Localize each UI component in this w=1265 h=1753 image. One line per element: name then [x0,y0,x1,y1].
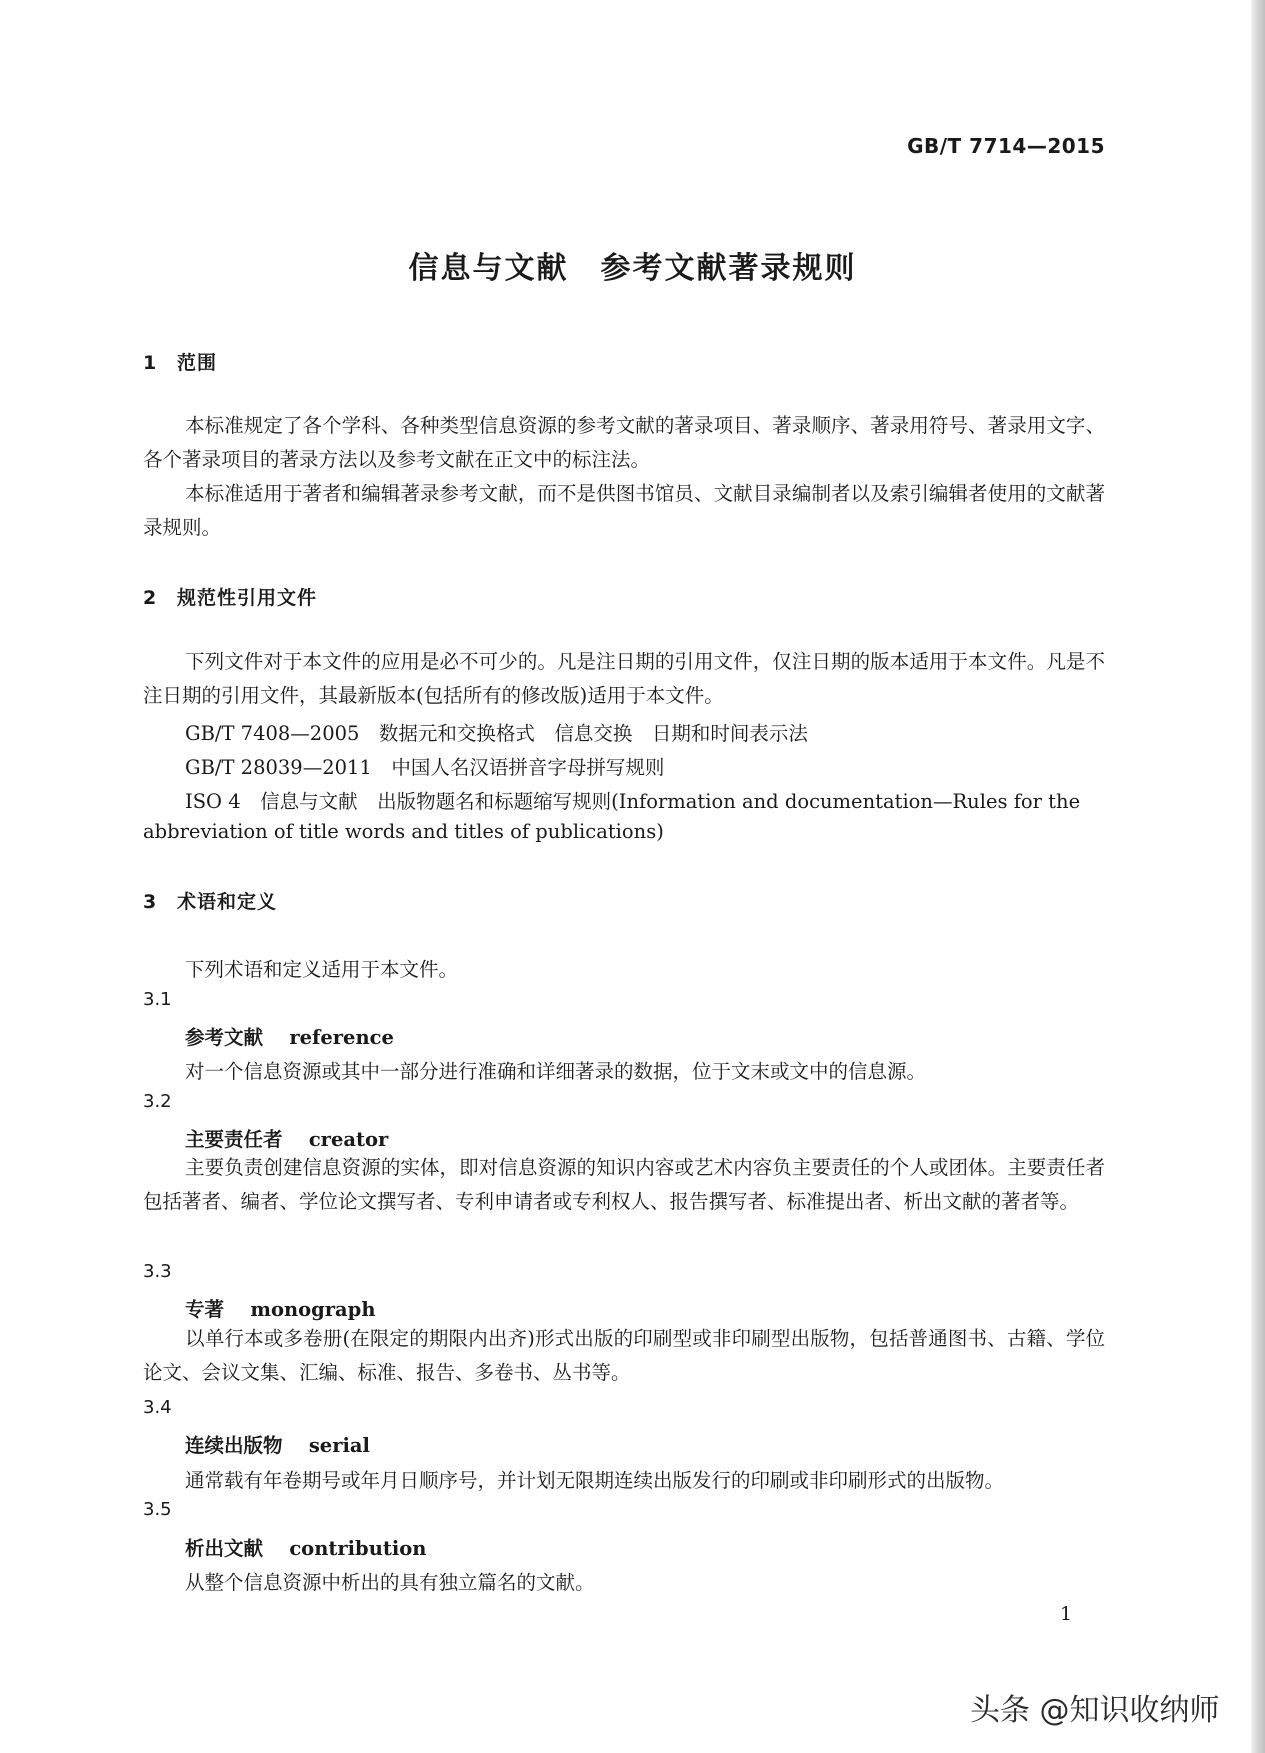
section-2-heading [143,583,317,610]
section-1-paragraph-1: 本标准规定了各个学科、各种类型信息资源的参考文献的著录项目、著录顺序、著录用符号、著录用文字、各个著录项目的著录方法以及参考文献在正文中的标注法。 [143,414,1105,471]
clause-number: 3.4 [143,1397,172,1418]
clause-number: 3.3 [143,1261,172,1282]
term-heading: 析出文献 contribution [185,1537,427,1560]
section-number: 3 [143,891,158,913]
section-3-intro: 下列术语和定义适用于本文件。 [185,958,459,981]
clause-number: 3.1 [143,989,172,1010]
section-1-heading [143,348,217,375]
normative-reference: GB/T 7408—2005 数据元和交换格式 信息交换 日期和时间表示法 [185,722,808,745]
page-title: 信息与文献 参考文献著录规则 [408,251,857,286]
section-number: 2 [143,587,158,609]
section-title: 范围 [177,352,218,374]
term-definition: 通常载有年卷期号或年月日顺序号，并计划无限期连续出版发行的印刷或非印刷形式的出版物。 [185,1469,1005,1492]
section-1-paragraph-2: 本标准适用于著者和编辑著录参考文献，而不是供图书馆员、文献目录编制者以及索引编辑者使用的文献著录规则。 [143,482,1105,539]
standard-code: GB/T 7714—2015 [907,134,1105,158]
term-definition: 从整个信息资源中析出的具有独立篇名的文献。 [185,1571,595,1594]
term-definition: 对一个信息资源或其中一部分进行准确和详细著录的数据，位于文末或文中的信息源。 [185,1060,927,1083]
term-definition: 主要负责创建信息资源的实体，即对信息资源的知识内容或艺术内容负主要责任的个人或团体。主要责任者包括著者、编者、学位论文撰写者、专利申请者或专利权人、报告撰写者、标准提出者、析出文献的著者等。 [143,1156,1105,1213]
section-3-heading [143,887,277,914]
watermark-logo: 头条 @知识收纳师 [970,1693,1220,1728]
page-number: 1 [1060,1603,1073,1625]
section-title: 规范性引用文件 [177,587,318,609]
clause-number: 3.2 [143,1091,172,1112]
term-heading: 参考文献 reference [185,1026,394,1049]
clause-number: 3.5 [143,1499,172,1520]
term-heading: 专著 monograph [185,1298,376,1321]
term-heading: 连续出版物 serial [185,1434,370,1457]
term-definition: 以单行本或多卷册(在限定的期限内出齐)形式出版的印刷型或非印刷型出版物，包括普通图书、古籍、学位论文、会议文集、汇编、标准、报告、多卷书、丛书等。 [143,1327,1105,1384]
section-number: 1 [143,352,158,374]
normative-reference-continuation: abbreviation of title words and titles of publications) [143,820,664,843]
term-heading: 主要责任者 creator [185,1128,389,1151]
section-2-paragraph-1: 下列文件对于本文件的应用是必不可少的。凡是注日期的引用文件，仅注日期的版本适用于本文件。凡是不注日期的引用文件，其最新版本(包括所有的修改版)适用于本文件。 [143,650,1105,707]
section-title: 术语和定义 [177,891,278,913]
normative-reference: GB/T 28039—2011 中国人名汉语拼音字母拼写规则 [185,756,665,779]
normative-reference: ISO 4 信息与文献 出版物题名和标题缩写规则(Information and documentation—Rules for the [185,790,1081,813]
